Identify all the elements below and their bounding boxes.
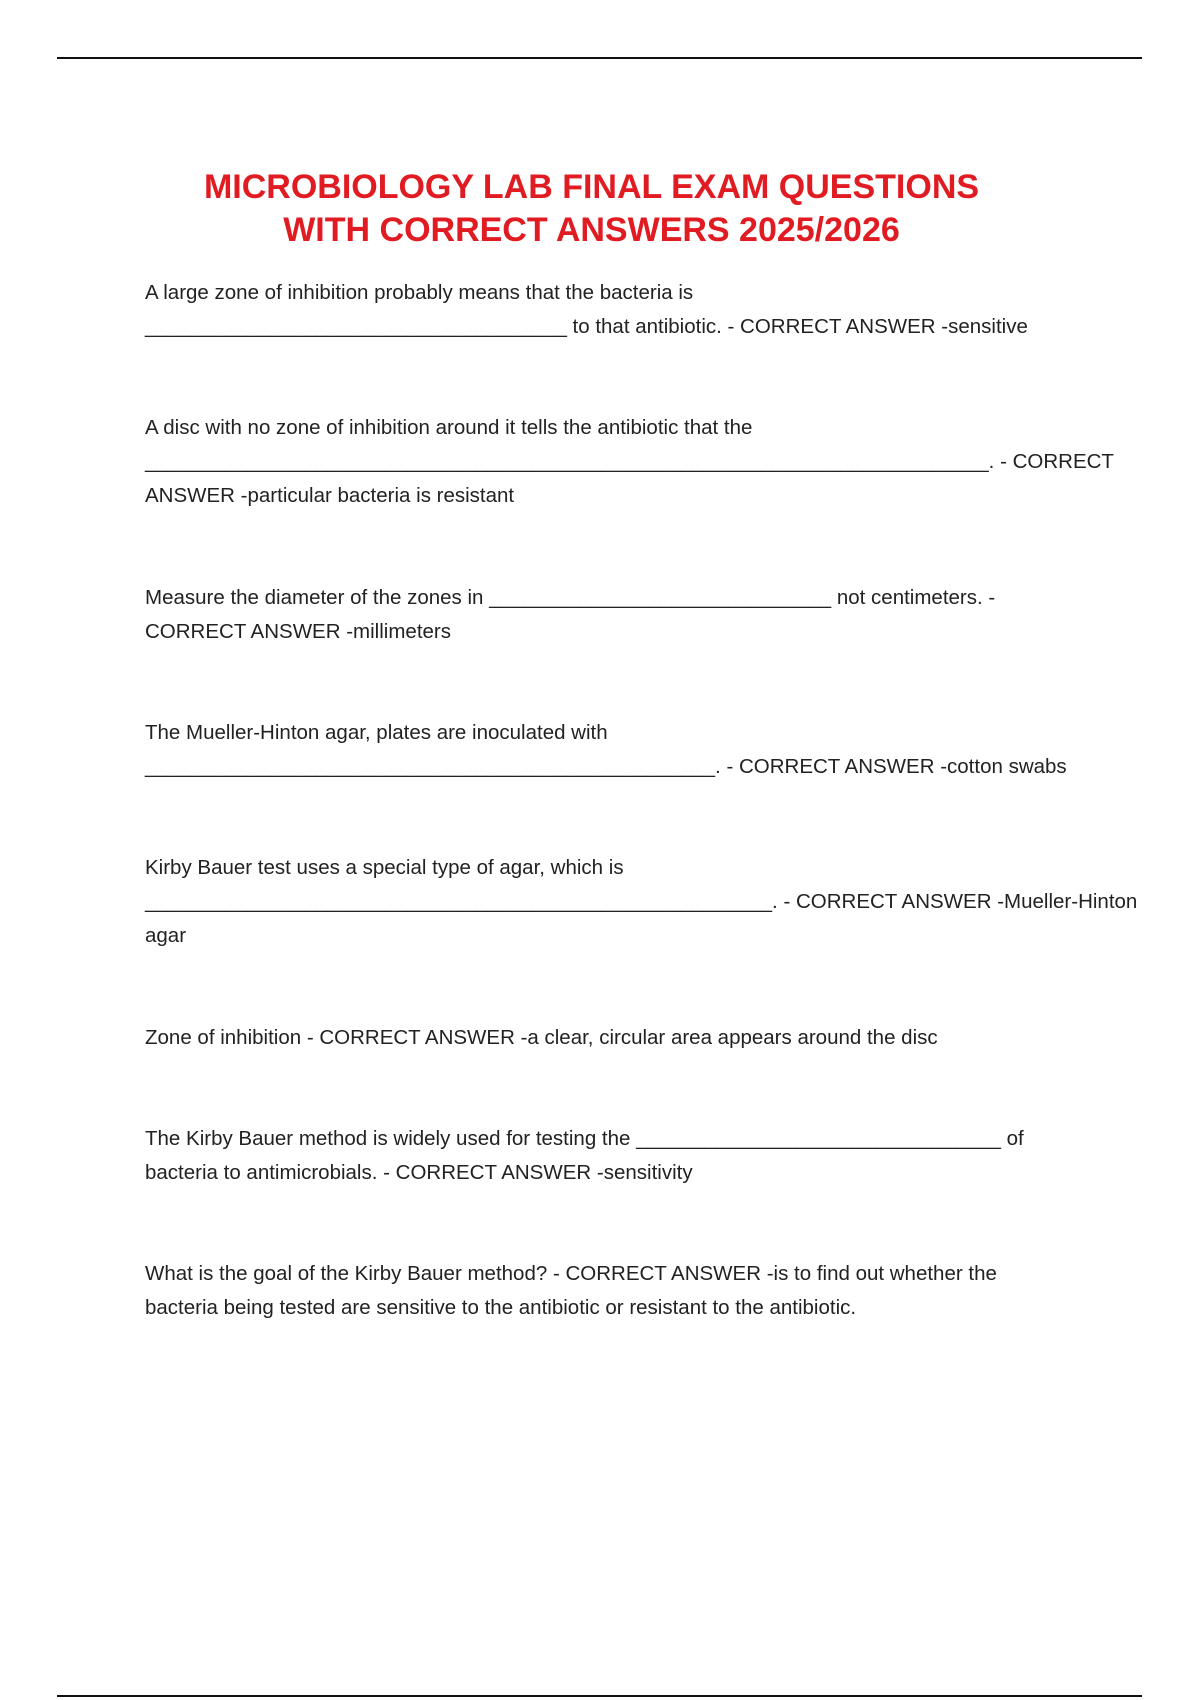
text-line: bacteria being tested are sensitive to the antibiotic or resistant to the antibiotic. [145, 1296, 857, 1319]
question-answer-7 [145, 1122, 1105, 1190]
text-line: Kirby Bauer test uses a special type of agar, which is [145, 856, 624, 879]
title-line-1: MICROBIOLOGY LAB FINAL EXAM QUESTIONS [203, 167, 980, 206]
text-line: The Kirby Bauer method is widely used for testing the ________________________________ of [145, 1127, 1024, 1150]
text-line: agar [145, 924, 187, 947]
text-line: __________________________________________________. - CORRECT ANSWER -cotton swabs [145, 755, 1067, 778]
text-line: Measure the diameter of the zones in ______________________________ not centimeters. - [145, 586, 996, 609]
top-divider [57, 57, 1142, 59]
text-line: A disc with no zone of inhibition around it tells the antibiotic that the [145, 416, 753, 439]
question-answer-4 [145, 716, 1105, 784]
text-line: What is the goal of the Kirby Bauer method? - CORRECT ANSWER -is to find out whether the [145, 1262, 997, 1285]
text-line: _______________________________________________________. - CORRECT ANSWER -Mueller-Hinton [145, 890, 1138, 913]
text-line: The Mueller-Hinton agar, plates are inoculated with [145, 721, 608, 744]
text-line: A large zone of inhibition probably means that the bacteria is [145, 281, 694, 304]
page-title [0, 166, 1183, 252]
text-line: _____________________________________ to that antibiotic. - CORRECT ANSWER -sensitive [145, 315, 1028, 338]
text-line: __________________________________________________________________________. - CORRECT [145, 450, 1114, 473]
question-answer-8 [145, 1257, 1105, 1325]
bottom-divider [57, 1695, 1142, 1697]
question-answer-3 [145, 581, 1105, 649]
text-line: CORRECT ANSWER -millimeters [145, 620, 451, 643]
question-answer-5 [145, 851, 1138, 953]
text-line: Zone of inhibition - CORRECT ANSWER -a clear, circular area appears around the disc [145, 1026, 938, 1049]
text-line: ANSWER -particular bacteria is resistant [145, 484, 515, 507]
question-answer-6 [145, 1021, 1105, 1055]
question-answer-2 [145, 411, 1114, 513]
question-answer-1 [145, 276, 1105, 344]
title-line-2: WITH CORRECT ANSWERS 2025/2026 [283, 210, 900, 249]
text-line: bacteria to antimicrobials. - CORRECT ANSWER -sensitivity [145, 1161, 693, 1184]
